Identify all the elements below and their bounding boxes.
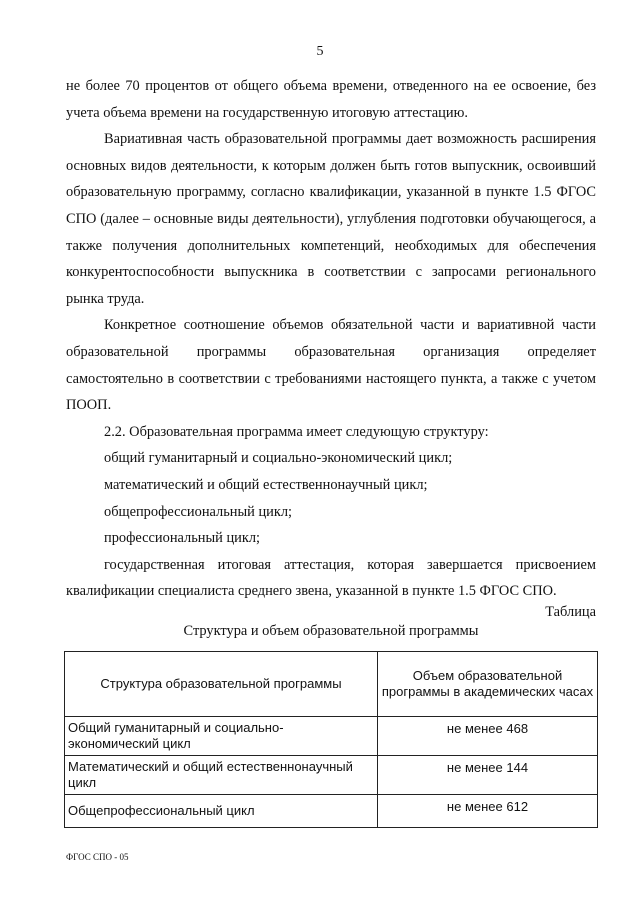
- row-value: не менее 468: [378, 717, 598, 756]
- structure-item: профессиональный цикл;: [104, 530, 261, 547]
- table-row: [65, 795, 598, 828]
- paragraph-ratio: Конкретное соотношение объемов обязательной части и вариативной части образовательной программы образовательная организация определяет самостоятельно в соответствии с требованиями настоящего пункта, а также с учетом ПООП.: [66, 317, 596, 414]
- structure-item: математический и общий естественнонаучный цикл;: [104, 476, 428, 493]
- document-footer: ФГОС СПО - 05: [66, 852, 129, 862]
- program-structure-table: [64, 651, 598, 828]
- column-header-volume: Объем образовательной программы в академических часах: [378, 652, 598, 717]
- row-label: Математический и общий естественнонаучный цикл: [65, 756, 378, 795]
- structure-item: общепрофессиональный цикл;: [104, 503, 293, 520]
- page-number: 5: [316, 44, 324, 59]
- table-header-row: [65, 652, 598, 717]
- paragraph-continuation: не более 70 процентов от общего объема времени, отведенного на ее освоение, без учета объема времени на государственную итоговую аттестацию.: [66, 78, 596, 121]
- structure-intro: 2.2. Образовательная программа имеет следующую структуру:: [104, 423, 489, 440]
- row-value: не менее 144: [378, 756, 598, 795]
- table-caption: Таблица: [545, 604, 596, 620]
- row-label: Общий гуманитарный и социально-экономический цикл: [65, 717, 378, 756]
- paragraph-variative-part: Вариативная часть образовательной программы дает возможность расширения основных видов деятельности, к которым должен быть готов выпускник, освоивший образовательную программу, согласно квалификации, указанной в пункте 1.5 ФГОС СПО (далее – основные виды деятельности), углубления подготовки обучающегося, а также получения дополнительных компетенций, необходимых для обеспечения конкурентоспособности выпускника в соответствии с запросами регионального рынка труда.: [66, 131, 596, 307]
- table-title: Структура и объем образовательной программы: [183, 623, 479, 639]
- row-label: Общепрофессиональный цикл: [65, 795, 378, 828]
- row-value: не менее 612: [378, 795, 598, 828]
- table-row: [65, 756, 598, 795]
- paragraph-final-attestation: государственная итоговая аттестация, которая завершается присвоением квалификации специалиста среднего звена, указанной в пункте 1.5 ФГОС СПО.: [66, 556, 596, 600]
- document-body: [66, 73, 596, 605]
- column-header-structure: Структура образовательной программы: [65, 652, 378, 717]
- structure-item: общий гуманитарный и социально-экономический цикл;: [104, 450, 453, 467]
- table-row: [65, 717, 598, 756]
